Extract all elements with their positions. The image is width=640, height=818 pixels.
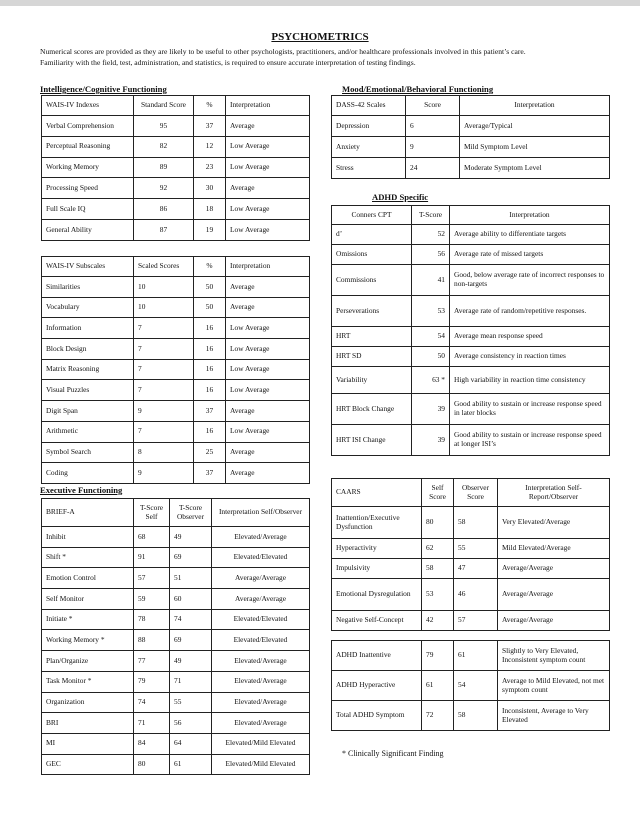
table-cell: Average/Average [498,579,610,611]
table-cell: Information [42,318,134,339]
conners-row [332,367,610,394]
table-cell: Good, below average rate of incorrect responses to non-targets [450,265,610,296]
column-header: WAIS-IV Indexes [42,96,134,116]
column-header: Observer Score [454,479,498,507]
table-cell: Low Average [226,157,310,178]
table-cell: 37 [194,463,226,484]
table-cell: 49 [170,651,212,672]
table-cell: 61 [422,671,454,701]
table-cell: Average [226,442,310,463]
table-cell: Vocabulary [42,297,134,318]
section-heading-executive: Executive Functioning [40,485,123,495]
table-cell: Block Design [42,339,134,360]
wais-subscale-row [42,318,310,339]
table-cell: 59 [134,589,170,610]
table-cell: Anxiety [332,137,406,158]
column-header: BRIEF-A [42,499,134,527]
table-cell: Average [226,463,310,484]
table-cell: MI [42,733,134,754]
table-cell: Average consistency in reaction times [450,347,610,367]
table-cell: Full Scale IQ [42,199,134,220]
table-cell: 23 [194,157,226,178]
table-cell: 72 [422,701,454,731]
brief-row [42,609,310,630]
table-cell: Digit Span [42,401,134,422]
wais-index-row [42,199,310,220]
table-cell: Good ability to sustain or increase response speed at longer ISI’s [450,425,610,456]
table-cell: BRI [42,713,134,734]
table-cell: Elevated/Average [212,671,310,692]
table-cell: Task Monitor * [42,671,134,692]
table-cell: Average/Average [212,568,310,589]
table-cell: Plan/Organize [42,651,134,672]
table-cell: 55 [454,539,498,559]
table-cell: 77 [134,651,170,672]
wais-subscale-row [42,380,310,401]
table-cell: 10 [134,277,194,298]
section-heading-mood: Mood/Emotional/Behavioral Functioning [342,84,494,94]
wais-index-row [42,157,310,178]
table-cell: 42 [422,611,454,631]
column-header: Scaled Scores [134,257,194,277]
table-cell: 49 [170,527,212,548]
wais-subscale-row [42,277,310,298]
table-cell: 88 [134,630,170,651]
conners-row [332,245,610,265]
table-cell: Commissions [332,265,412,296]
table-cell: Average [226,178,310,199]
table-cell: 74 [170,609,212,630]
dass-header-row [332,96,610,116]
page-title: PSYCHOMETRICS [271,31,369,43]
table-cell: Variability [332,367,412,394]
table-cell: Working Memory * [42,630,134,651]
wais-index-row [42,219,310,240]
table-cell: 71 [134,713,170,734]
table-cell: 86 [134,199,194,220]
table-cell: Average/Average [498,611,610,631]
table-cell: 63 * [412,367,450,394]
caars-table [331,478,610,631]
table-cell: 30 [194,178,226,199]
table-cell: 80 [134,754,170,775]
table-cell: Depression [332,116,406,137]
caars-header-row [332,479,610,507]
table-cell: 7 [134,421,194,442]
wais-subscale-row [42,401,310,422]
table-cell: Processing Speed [42,178,134,199]
conners-row [332,425,610,456]
table-cell: 79 [134,671,170,692]
table-cell: 68 [134,527,170,548]
table-cell: 92 [134,178,194,199]
table-cell: 69 [170,630,212,651]
table-cell: Omissions [332,245,412,265]
table-cell: 24 [406,158,460,179]
table-cell: 25 [194,442,226,463]
table-cell: Low Average [226,136,310,157]
table-cell: 60 [170,589,212,610]
column-header: Interpretation [226,96,310,116]
table-cell: 39 [412,425,450,456]
table-cell: Elevated/Mild Elevated [212,733,310,754]
wais-subscale-row [42,442,310,463]
table-cell: ADHD Inattentive [332,641,422,671]
adhd-summary-table [331,640,610,731]
caars-row [332,559,610,579]
column-header: Score [406,96,460,116]
table-cell: Very Elevated/Average [498,507,610,539]
table-cell: 16 [194,339,226,360]
table-cell: d’ [332,225,412,245]
table-cell: HRT Block Change [332,394,412,425]
table-cell: 9 [134,401,194,422]
table-cell: 16 [194,421,226,442]
table-cell: Elevated/Average [212,713,310,734]
table-cell: GEC [42,754,134,775]
conners-row [332,225,610,245]
caars-row [332,611,610,631]
table-cell: 53 [422,579,454,611]
table-cell: 37 [194,401,226,422]
adhd-summary-row [332,701,610,731]
table-cell: 7 [134,318,194,339]
table-cell: Stress [332,158,406,179]
conners-row [332,394,610,425]
table-cell: 12 [194,136,226,157]
table-cell: 53 [412,296,450,327]
table-cell: 55 [170,692,212,713]
table-cell: 74 [134,692,170,713]
column-header: % [194,96,226,116]
brief-row [42,713,310,734]
table-cell: Inhibit [42,527,134,548]
table-cell: Slightly to Very Elevated, Inconsistent symptom count [498,641,610,671]
table-cell: 50 [194,277,226,298]
wais-subscale-row [42,463,310,484]
table-cell: 79 [422,641,454,671]
table-cell: Average/Typical [460,116,610,137]
table-cell: 54 [412,327,450,347]
table-cell: 7 [134,339,194,360]
table-cell: Elevated/Elevated [212,547,310,568]
intro-text [40,46,610,68]
adhd-summary-row [332,641,610,671]
table-cell: Low Average [226,380,310,401]
table-cell: 41 [412,265,450,296]
table-cell: Emotional Dysregulation [332,579,422,611]
table-cell: Initiate * [42,609,134,630]
table-cell: Organization [42,692,134,713]
table-cell: Good ability to sustain or increase response speed in later blocks [450,394,610,425]
table-cell: 61 [454,641,498,671]
table-cell: 19 [194,219,226,240]
table-cell: Low Average [226,318,310,339]
column-header: Self Score [422,479,454,507]
table-cell: Working Memory [42,157,134,178]
table-cell: Average/Average [498,559,610,579]
wais-index-header-row [42,96,310,116]
column-header: Interpretation [226,257,310,277]
table-cell: Low Average [226,359,310,380]
table-cell: Low Average [226,199,310,220]
dass-row [332,137,610,158]
wais-subscale-row [42,297,310,318]
dass-42-table [331,95,610,179]
wais-index-row [42,178,310,199]
table-cell: General Ability [42,219,134,240]
table-cell: 58 [422,559,454,579]
table-cell: 47 [454,559,498,579]
table-cell: Average [226,297,310,318]
caars-row [332,579,610,611]
table-cell: Elevated/Elevated [212,609,310,630]
table-cell: Elevated/Average [212,692,310,713]
wais-index-row [42,136,310,157]
table-cell: Elevated/Average [212,651,310,672]
top-bar [0,0,640,6]
wais-subscales-table [41,256,310,484]
table-cell: 61 [170,754,212,775]
conners-row [332,327,610,347]
section-heading-cognitive: Intelligence/Cognitive Functioning [40,84,167,94]
table-cell: Visual Puzzles [42,380,134,401]
table-cell: 64 [170,733,212,754]
table-cell: 16 [194,359,226,380]
column-header: WAIS-IV Subscales [42,257,134,277]
table-cell: 84 [134,733,170,754]
table-cell: 16 [194,380,226,401]
table-cell: 50 [194,297,226,318]
table-cell: HRT [332,327,412,347]
caars-row [332,539,610,559]
table-cell: 54 [454,671,498,701]
brief-row [42,568,310,589]
column-header: Interpretation Self/Observer [212,499,310,527]
table-cell: 7 [134,380,194,401]
table-cell: Average rate of random/repetitive responses. [450,296,610,327]
table-cell: 58 [454,507,498,539]
table-cell: 95 [134,116,194,137]
table-cell: 39 [412,394,450,425]
wais-index-row [42,116,310,137]
table-cell: Self Monitor [42,589,134,610]
table-cell: Low Average [226,421,310,442]
brief-row [42,692,310,713]
table-cell: Average [226,116,310,137]
table-cell: 57 [454,611,498,631]
table-cell: Arithmetic [42,421,134,442]
table-cell: 52 [412,225,450,245]
brief-row [42,547,310,568]
adhd-summary-row [332,671,610,701]
table-cell: Mild Elevated/Average [498,539,610,559]
table-cell: Coding [42,463,134,484]
brief-row [42,671,310,692]
table-cell: 37 [194,116,226,137]
table-cell: 9 [406,137,460,158]
table-cell: Elevated/Average [212,527,310,548]
table-cell: Similarities [42,277,134,298]
table-cell: 46 [454,579,498,611]
table-cell: Average [226,277,310,298]
brief-row [42,733,310,754]
table-cell: High variability in reaction time consistency [450,367,610,394]
table-cell: Average/Average [212,589,310,610]
table-cell: 62 [422,539,454,559]
table-cell: 9 [134,463,194,484]
conners-header-row [332,206,610,225]
column-header: Standard Score [134,96,194,116]
table-cell: Inconsistent, Average to Very Elevated [498,701,610,731]
table-cell: Elevated/Mild Elevated [212,754,310,775]
column-header: Interpretation [460,96,610,116]
brief-row [42,754,310,775]
wais-indexes-table [41,95,310,241]
table-cell: 18 [194,199,226,220]
conners-row [332,296,610,327]
brief-header-row [42,499,310,527]
table-cell: 58 [454,701,498,731]
table-cell: 69 [170,547,212,568]
conners-row [332,265,610,296]
table-cell: Impulsivity [332,559,422,579]
table-cell: 51 [170,568,212,589]
table-cell: Average ability to differentiate targets [450,225,610,245]
table-cell: Average to Mild Elevated, not met symptom count [498,671,610,701]
wais-subscale-row [42,339,310,360]
table-cell: 78 [134,609,170,630]
table-cell: ADHD Hyperactive [332,671,422,701]
table-cell: 57 [134,568,170,589]
table-cell: 87 [134,219,194,240]
table-cell: 56 [412,245,450,265]
table-cell: 56 [170,713,212,734]
table-cell: 16 [194,318,226,339]
table-cell: Average [226,401,310,422]
column-header: Interpretation Self-Report/Observer [498,479,610,507]
table-cell: Average mean response speed [450,327,610,347]
table-cell: 10 [134,297,194,318]
table-cell: Hyperactivity [332,539,422,559]
caars-row [332,507,610,539]
column-header: % [194,257,226,277]
table-cell: 91 [134,547,170,568]
table-cell: Shift * [42,547,134,568]
table-cell: 50 [412,347,450,367]
table-cell: Perceptual Reasoning [42,136,134,157]
wais-subscale-header-row [42,257,310,277]
column-header: T-Score Observer [170,499,212,527]
wais-subscale-row [42,359,310,380]
intro-line: Numerical scores are provided as they are likely to be useful to other psychologists, practitioners, and/or healthcare professionals involved in this patient’s care. [40,47,526,56]
table-cell: HRT SD [332,347,412,367]
table-cell: 80 [422,507,454,539]
table-cell: 89 [134,157,194,178]
brief-a-table [41,498,310,775]
table-cell: Moderate Symptom Level [460,158,610,179]
table-cell: Emotion Control [42,568,134,589]
dass-row [332,116,610,137]
table-cell: Low Average [226,219,310,240]
column-header: T-Score Self [134,499,170,527]
table-cell: Matrix Reasoning [42,359,134,380]
conners-row [332,347,610,367]
table-cell: Low Average [226,339,310,360]
intro-line: Familiarity with the field, test, administration, and statistics, is required to ensure accurate interpretation of testing findings. [40,58,416,67]
table-cell: Mild Symptom Level [460,137,610,158]
dass-row [332,158,610,179]
column-header: Conners CPT [332,206,412,225]
footnote: * Clinically Significant Finding [342,749,444,758]
table-cell: Perseverations [332,296,412,327]
table-cell: Elevated/Elevated [212,630,310,651]
table-cell: Verbal Comprehension [42,116,134,137]
table-cell: Average rate of missed targets [450,245,610,265]
wais-subscale-row [42,421,310,442]
column-header: Interpretation [450,206,610,225]
table-cell: HRT ISI Change [332,425,412,456]
table-cell: 8 [134,442,194,463]
brief-row [42,651,310,672]
table-cell: 71 [170,671,212,692]
column-header: CAARS [332,479,422,507]
conners-cpt-table [331,205,610,456]
table-cell: Symbol Search [42,442,134,463]
table-cell: Inattention/Executive Dysfunction [332,507,422,539]
table-cell: Total ADHD Symptom [332,701,422,731]
brief-row [42,527,310,548]
table-cell: 7 [134,359,194,380]
table-cell: 82 [134,136,194,157]
table-cell: Negative Self-Concept [332,611,422,631]
brief-row [42,589,310,610]
column-header: T-Score [412,206,450,225]
column-header: DASS-42 Scales [332,96,406,116]
section-heading-adhd: ADHD Specific [372,192,429,202]
brief-row [42,630,310,651]
table-cell: 6 [406,116,460,137]
